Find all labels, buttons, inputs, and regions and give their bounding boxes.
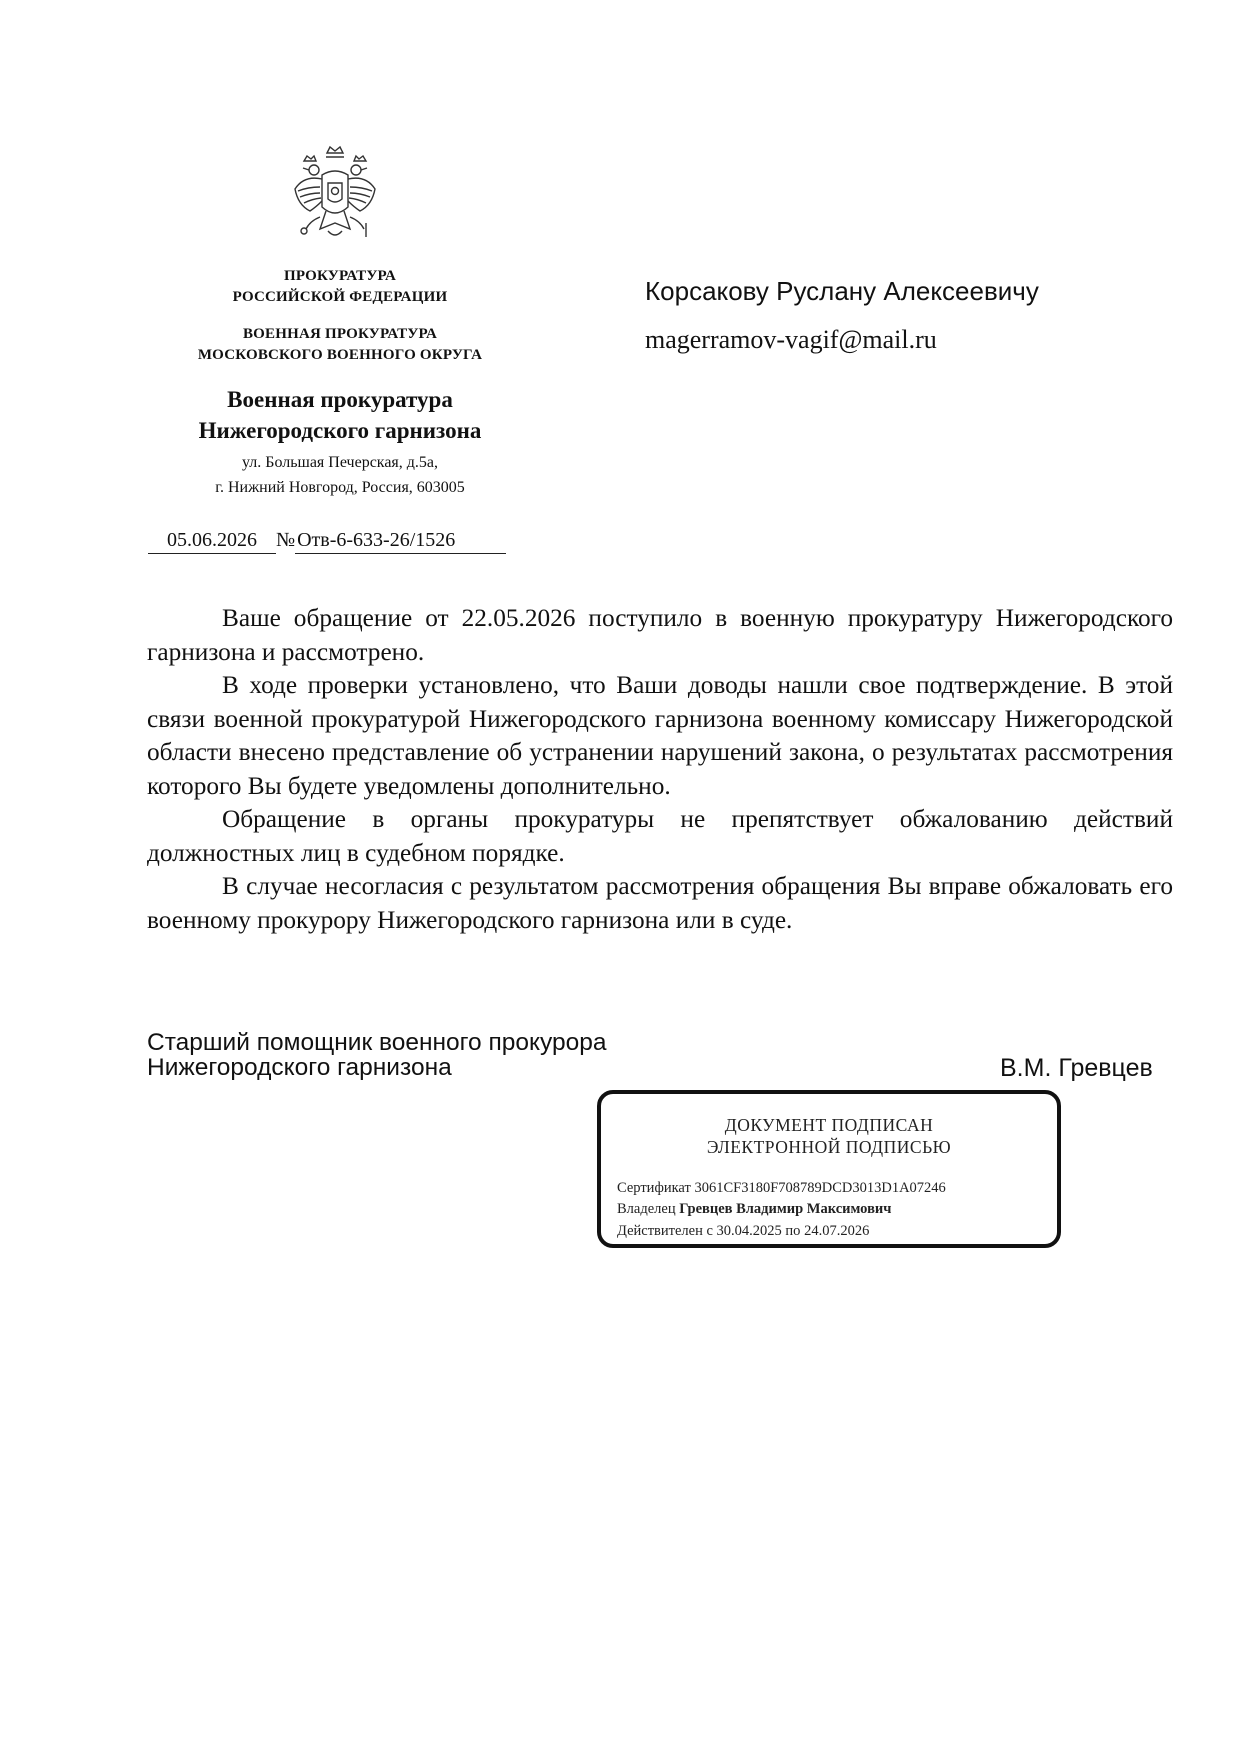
stamp-valid-to: 24.07.2026 bbox=[804, 1223, 870, 1239]
coat-of-arms-emblem bbox=[290, 145, 380, 243]
org-line: ПРОКУРАТУРА bbox=[283, 268, 397, 284]
electronic-signature-stamp bbox=[597, 1090, 1061, 1248]
org-line: Нижегородского гарнизона bbox=[198, 418, 482, 443]
stamp-owner-row bbox=[617, 1200, 891, 1218]
org-name-military-district bbox=[140, 324, 540, 366]
org-line: МОСКОВСКОГО ВОЕННОГО ОКРУГА bbox=[197, 347, 483, 363]
recipient-block bbox=[645, 274, 1039, 357]
document-number: Отв-6-633-26/1526 bbox=[295, 527, 506, 554]
number-sign: № bbox=[276, 529, 296, 551]
stamp-owner-value: Гревцев Владимир Максимович bbox=[679, 1201, 892, 1217]
address-line: г. Нижний Новгород, Россия, 603005 bbox=[215, 479, 465, 496]
stamp-title bbox=[601, 1114, 1057, 1158]
stamp-owner-label: Владелец bbox=[617, 1201, 676, 1217]
body-paragraph: В ходе проверки установлено, что Ваши доводы нашли свое подтверждение. В этой связи военной прокуратурой Нижегородского гарнизона военному комиссару Нижегородской области внесено представление об устранении нарушений закона, о результатах рассмотрения которого Вы будете уведомлены дополнительно. bbox=[147, 671, 1173, 800]
org-line: Военная прокуратура bbox=[227, 387, 453, 412]
recipient-email: magerramov-vagif@mail.ru bbox=[645, 325, 937, 354]
document-date: 05.06.2026 bbox=[148, 527, 276, 554]
signer-position-line: Старший помощник военного прокурора bbox=[147, 1029, 607, 1056]
org-line: РОССИЙСКОЙ ФЕДЕРАЦИИ bbox=[232, 289, 448, 305]
signer-position-line: Нижегородского гарнизона bbox=[147, 1054, 452, 1081]
org-name-prosecutor-office bbox=[140, 266, 540, 308]
signer-name: В.М. Гревцев bbox=[1000, 1054, 1153, 1082]
stamp-certificate-row bbox=[617, 1179, 946, 1197]
recipient-name: Корсакову Руслану Алексеевичу bbox=[645, 276, 1039, 306]
address-line: ул. Большая Печерская, д.5а, bbox=[241, 454, 439, 471]
stamp-certificate-label: Сертификат bbox=[617, 1180, 691, 1196]
org-name-garrison bbox=[140, 384, 540, 446]
body-paragraph: Обращение в органы прокуратуры не препятствует обжалованию действий должностных лиц в судебном порядке. bbox=[147, 805, 1173, 867]
registration-line bbox=[148, 527, 506, 554]
stamp-certificate-value: 3061CF3180F708789DCD3013D1A07246 bbox=[694, 1180, 946, 1196]
stamp-title-line: ДОКУМЕНТ ПОДПИСАН bbox=[724, 1115, 934, 1135]
org-address bbox=[140, 450, 540, 500]
body-paragraph: В случае несогласия с результатом рассмотрения обращения Вы вправе обжаловать его военному прокурору Нижегородского гарнизона или в суде. bbox=[147, 872, 1173, 934]
letter-body bbox=[147, 602, 1173, 937]
signer-position bbox=[147, 1030, 606, 1080]
body-paragraph: Ваше обращение от 22.05.2026 поступило в военную прокуратуру Нижегородского гарнизона и рассмотрено. bbox=[147, 604, 1173, 666]
russian-coat-of-arms-icon bbox=[290, 145, 380, 243]
stamp-valid-from: 30.04.2025 bbox=[716, 1223, 782, 1239]
stamp-validity-row bbox=[617, 1222, 869, 1240]
stamp-valid-to-label: по bbox=[785, 1223, 801, 1239]
stamp-title-line: ЭЛЕКТРОННОЙ ПОДПИСЬЮ bbox=[706, 1137, 952, 1157]
stamp-validity-label: Действителен bbox=[617, 1223, 703, 1239]
stamp-valid-from-label: с bbox=[706, 1223, 713, 1239]
org-line: ВОЕННАЯ ПРОКУРАТУРА bbox=[242, 326, 438, 342]
